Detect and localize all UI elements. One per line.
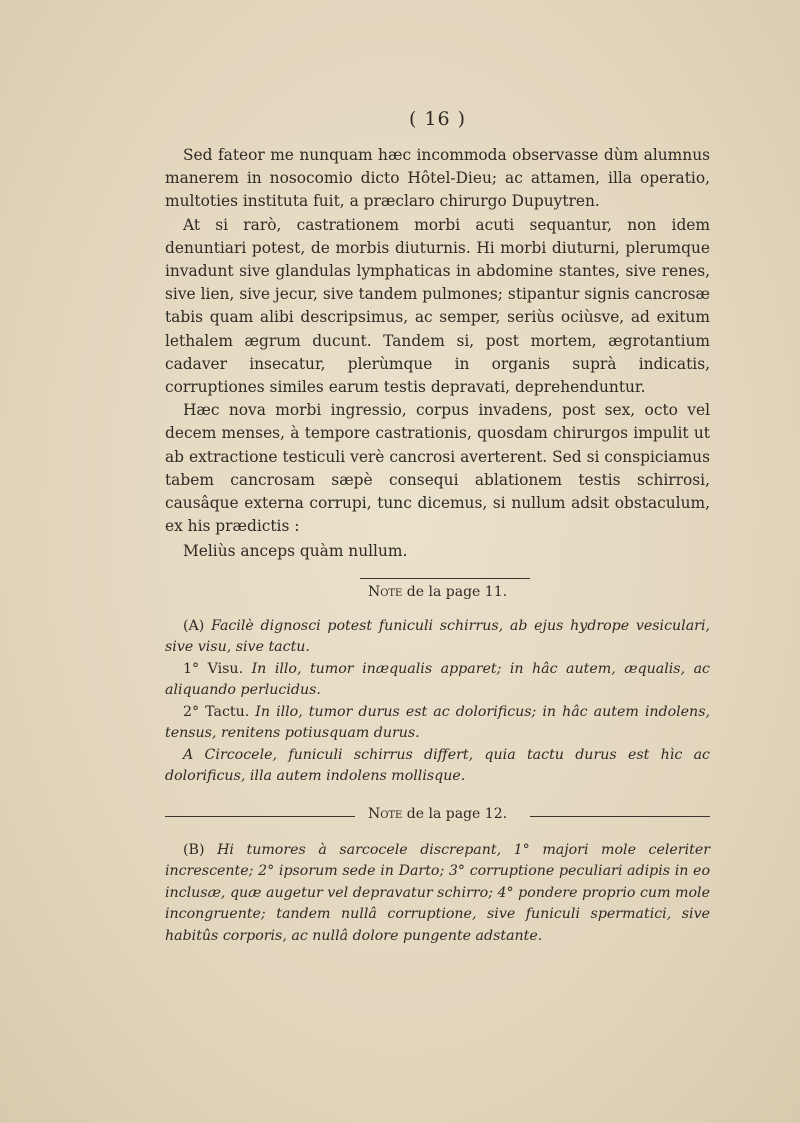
note-marker: (A) — [183, 617, 205, 634]
note-text: Hi tumores à sarcocele discrepant, 1° majori mole celeriter increscente; 2° ipsorum sede in Darto; 3° corruptione peculiari adipis in eo inclusæ, quæ augetur vel depravatur schirro; 4° pondere proprio cum mole incongruente; tandem nullâ corruptione, sive funiculi spermatici, sive habitûs corporis, ac nullâ dolore pungente adstante. — [165, 841, 710, 944]
note-2 — [165, 840, 710, 948]
paragraph: At si rarò, castrationem morbi acuti sequantur, non idem denuntiari potest, de morbis diuturnis. Hi morbi diuturni, plerumque invadunt sive glandulas lymphaticas in abdomine stantes, sive renes, sive lien, sive jecur, sive tandem pulmones; stipantur signis cancrosæ tabis quam alibi descripsimus, ac semper, seriùs ociùsve, ad exitum lethalem ægrum ducunt. Tandem si, post mortem, ægrotantium cadaver insecatur, plerùmque in organis suprà indicatis, corruptiones similes earum testis depravati, deprehenduntur. — [165, 215, 710, 397]
page-number: ( 16 ) — [408, 108, 467, 130]
note-heading-text: de la page 12. — [402, 805, 508, 822]
note-item-label: 1° Visu. — [183, 660, 244, 677]
main-text — [165, 144, 710, 564]
divider — [360, 578, 530, 579]
paragraph: Hæc nova morbi ingressio, corpus invadens, post sex, octo vel decem menses, à tempore castrationis, quosdam chirurgos impulit ut ab extractione testiculi verè cancrosi averterent. Sed si conspiciamus tabem cancrosam sæpè consequi ablationem testis schirrosi, causâque externa corrupi, tunc dicemus, si nullum adsit obstaculum, ex his prædictis : — [165, 401, 710, 536]
note-paragraph — [165, 745, 710, 788]
note-text: In illo, tumor inæqualis apparet; in hâc autem, æqualis, ac aliquando perlucidus. — [165, 660, 710, 699]
note-heading-prefix: Note — [367, 805, 403, 822]
note-heading-prefix: Note — [367, 583, 403, 600]
note-item-label: 2° Tactu. — [183, 703, 250, 720]
note-text: In illo, tumor durus est ac dolorificus; in hâc autem indolens, tensus, renitens potiusquam durus. — [165, 703, 710, 742]
note-text: Facilè dignosci potest funiculi schirrus, ab ejus hydrope vesiculari, sive visu, sive tactu. — [165, 617, 710, 656]
note-heading-2 — [165, 804, 710, 830]
note-heading-text: de la page 11. — [402, 583, 508, 600]
note-paragraph — [165, 702, 710, 745]
note-paragraph — [165, 616, 710, 659]
note-1 — [165, 616, 710, 788]
note-paragraph — [165, 659, 710, 702]
paragraph: Sed fateor me nunquam hæc incommoda observasse dùm alumnus manerem in nosocomio dicto Hôtel-Dieu; ac attamen, illa operatio, multoties instituta fuit, a præclaro chirurgo Dupuytren. — [165, 146, 710, 211]
note-text: A Circocele, funiculi schirrus differt, quia tactu durus est hìc ac dolorificus, illa autem indolens mollisque. — [165, 746, 710, 785]
motto: Meliùs anceps quàm nullum. — [183, 542, 408, 561]
page — [165, 108, 710, 947]
note-heading-1 — [165, 578, 710, 606]
note-paragraph — [165, 840, 710, 948]
note-marker: (B) — [183, 841, 205, 858]
